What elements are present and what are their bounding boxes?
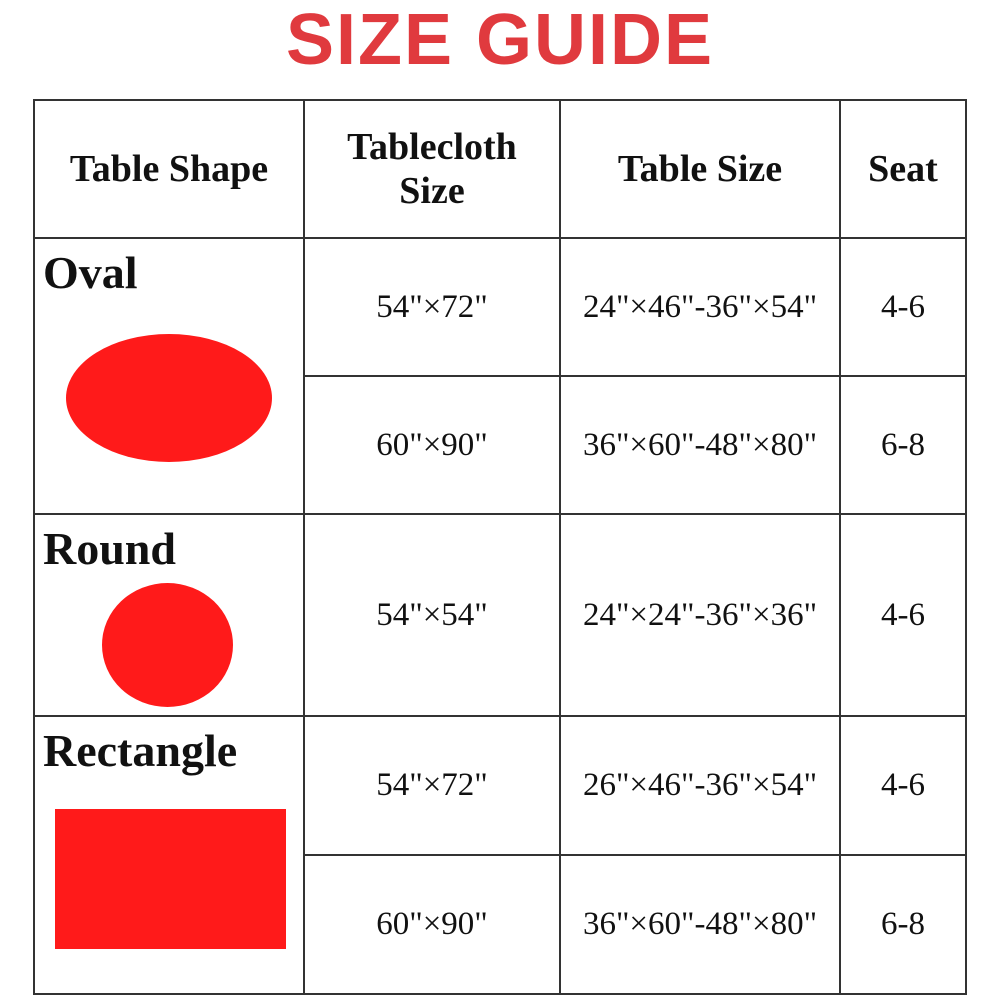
page-title: SIZE GUIDE xyxy=(285,0,715,80)
shape-name-oval: Oval xyxy=(43,247,138,298)
tablecloth-size-cell: 54"×54" xyxy=(304,514,560,716)
seat-cell: 4-6 xyxy=(840,716,966,855)
table-size-cell: 24"×24"-36"×36" xyxy=(560,514,840,716)
header-tablecloth-size: Tablecloth Size xyxy=(304,100,560,238)
shape-name-rectangle: Rectangle xyxy=(43,725,238,776)
header-row xyxy=(34,100,966,238)
table-size-cell: 26"×46"-36"×54" xyxy=(560,716,840,855)
seat-cell: 6-8 xyxy=(840,376,966,514)
seat-cell: 6-8 xyxy=(840,855,966,994)
table-row xyxy=(34,238,966,376)
header-table-size: Table Size xyxy=(560,100,840,238)
tablecloth-size-cell: 60"×90" xyxy=(304,376,560,514)
oval-shape-icon xyxy=(66,334,272,462)
tablecloth-size-cell: 60"×90" xyxy=(304,855,560,994)
shape-name-round: Round xyxy=(43,523,176,574)
table-size-cell: 36"×60"-48"×80" xyxy=(560,376,840,514)
table-size-cell: 36"×60"-48"×80" xyxy=(560,855,840,994)
rectangle-shape-icon xyxy=(55,809,286,949)
table-row xyxy=(34,716,966,855)
table-row xyxy=(34,514,966,716)
size-guide-table xyxy=(33,99,967,995)
shape-cell-oval xyxy=(34,238,304,514)
shape-cell-round xyxy=(34,514,304,716)
round-shape-icon xyxy=(102,583,233,707)
table-size-cell: 24"×46"-36"×54" xyxy=(560,238,840,376)
header-table-shape: Table Shape xyxy=(34,100,304,238)
seat-cell: 4-6 xyxy=(840,238,966,376)
tablecloth-size-cell: 54"×72" xyxy=(304,716,560,855)
tablecloth-size-cell: 54"×72" xyxy=(304,238,560,376)
header-seat: Seat xyxy=(840,100,966,238)
shape-cell-rectangle xyxy=(34,716,304,994)
seat-cell: 4-6 xyxy=(840,514,966,716)
